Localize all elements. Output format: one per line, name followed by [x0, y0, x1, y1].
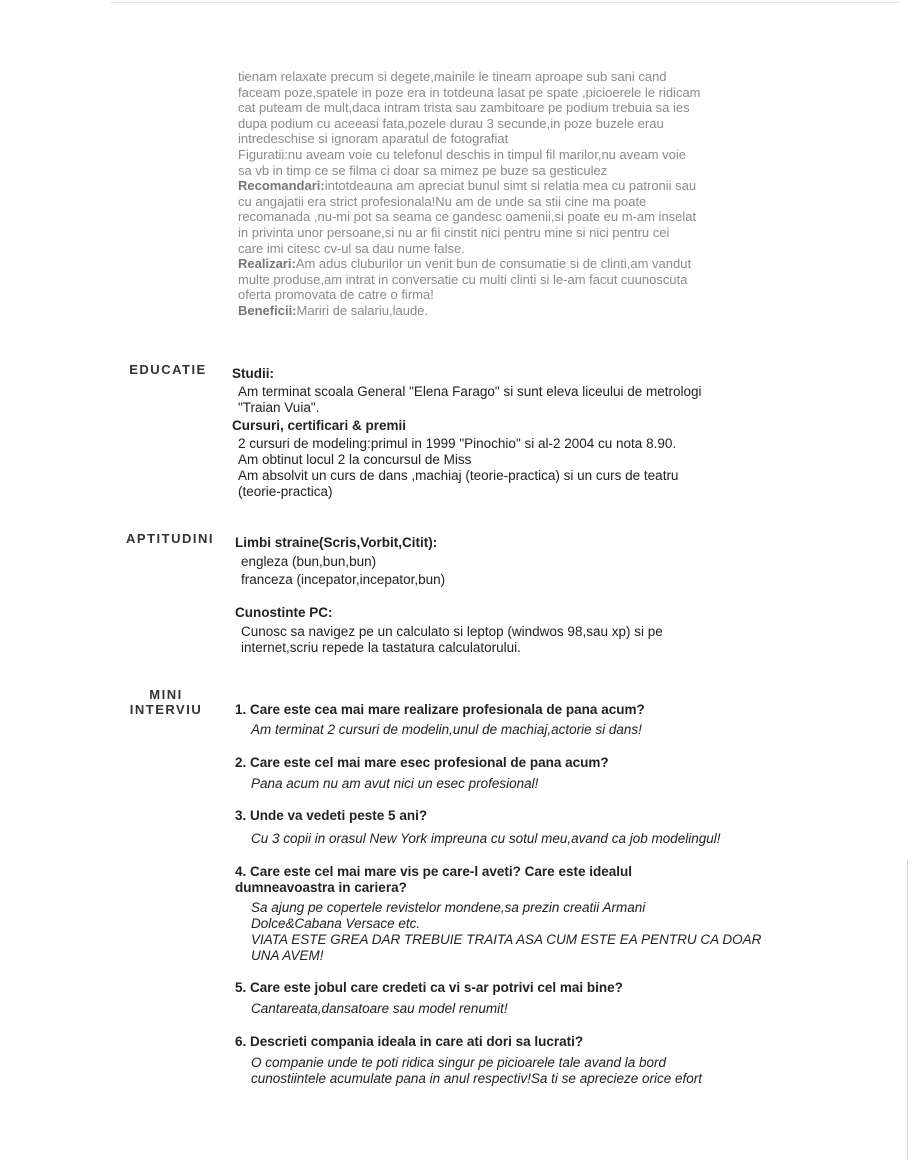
- experience-block: [238, 69, 762, 319]
- pc-line: internet,scriu repede la tastatura calculatorului.: [241, 640, 521, 655]
- cursuri-line: Am obtinut locul 2 la concursul de Miss: [238, 452, 472, 467]
- cursuri-text: [238, 436, 772, 500]
- interview-answer-6: O companie unde te poti ridica singur pe picioarele tale avand la bord cunostiintele acumulate pana in anul respectiv!Sa ti se aprecieze orice efort: [251, 1055, 703, 1086]
- pc-line: Cunosc sa navigez pe un calculato si leptop (windwos 98,sau xp) si pe: [241, 624, 663, 639]
- realizari-line: Realizari:Am adus cluburilor un venit bun de consumatie si de clinti,am vandut: [238, 256, 692, 272]
- limbi-list: [241, 553, 641, 589]
- cursuri-line: 2 cursuri de modeling:primul in 1999 "Pinochio" si al-2 2004 cu nota 8.90.: [238, 436, 677, 451]
- figuratii-line: Figuratii:nu aveam voie cu telefonul deschis in timpul fil marilor,nu aveam voie: [238, 146, 686, 162]
- section-title-interviu: MINI INTERVIU: [129, 687, 203, 717]
- interview-answer-4: Sa ajung pe copertele revistelor mondene,sa prezin creatii Armani Dolce&Cabana Versace etc. VIATA ESTE GREA DAR TREBUIE TRAITA ASA CUM ESTE EA PENTRU CA DOAR UNA AVEM!: [251, 900, 762, 963]
- studii-text: [238, 384, 772, 416]
- interview-question-2: 2. Care este cel mai mare esec profesional de pana acum?: [235, 755, 609, 770]
- pc-heading: Cunostinte PC:: [235, 605, 333, 620]
- cursuri-heading: Cursuri, certificari & premii: [232, 418, 407, 433]
- language-item: franceza (incepator,incepator,bun): [241, 572, 446, 587]
- cursuri-line: (teorie-practica): [238, 484, 333, 499]
- interview-answer-3: Cu 3 copii in orasul New York impreuna cu sotul meu,avand ca job modelingul!: [251, 831, 721, 846]
- section-title-aptitudini: APTITUDINI: [126, 531, 214, 546]
- interview-question-4: 4. Care este cel mai mare vis pe care-l aveti? Care este idealul dumneavoastra in cariera?: [235, 864, 632, 895]
- realizari-line: oferta promovata de catre o firma!: [238, 287, 434, 303]
- studii-heading: Studii:: [232, 366, 274, 381]
- studii-line: Am terminat scoala General "Elena Farago" si sunt eleva liceului de metrologi: [238, 384, 702, 399]
- experience-line: cat puteam de mult,daca intram trista sau zambitoare pe podium trebuia sa ies: [238, 100, 690, 116]
- studii-line: "Traian Vuia".: [238, 400, 320, 415]
- pc-text: [241, 624, 771, 656]
- limbi-heading: Limbi straine(Scris,Vorbit,Citit):: [235, 535, 438, 550]
- figuratii-line: sa vb in timp ce se filma ci doar sa mimez pe buze sa gesticulez: [238, 162, 608, 178]
- recomandari-line: care imi citesc cv-ul sa dau nume false.: [238, 240, 465, 256]
- experience-line: intredeschise si ignoram aparatul de fotografiat: [238, 131, 509, 147]
- recomandari-line: in privinta unor persoane,si nu ar fii cinstit nici pentru mine si nici pentru cei: [238, 224, 670, 240]
- experience-line: tienam relaxate precum si degete,mainile le tineam aproape sub sani cand: [238, 69, 667, 84]
- recomandari-line: recomanada ,nu-mi pot sa seama ce gandesc oamenii,si poate eu m-am inselat: [238, 209, 697, 225]
- scan-top-edge: [110, 2, 900, 3]
- recomandari-label: Recomandari:: [238, 178, 325, 194]
- realizari-label: Realizari:: [238, 256, 296, 272]
- beneficii-line: Beneficii:Mariri de salariu,laude.: [238, 302, 429, 318]
- interview-question-5: 5. Care este jobul care credeti ca vi s-ar potrivi cel mai bine?: [235, 980, 623, 995]
- language-item: engleza (bun,bun,bun): [241, 554, 377, 569]
- recomandari-line: cu angajatii era strict profesionala!Nu am de unde sa stii cine ma poate: [238, 193, 647, 209]
- section-title-educatie: EDUCATIE: [129, 362, 207, 377]
- cursuri-line: Am absolvit un curs de dans ,machiaj (teorie-practica) si un curs de teatru: [238, 468, 679, 483]
- interview-question-3: 3. Unde va vedeti peste 5 ani?: [235, 808, 428, 823]
- experience-line: dupa podium cu aceeasi fata,pozele durau 3 secunde,in poze buzele erau: [238, 115, 664, 131]
- interview-answer-1: Am terminat 2 cursuri de modelin,unul de machiaj,actorie si dans!: [251, 722, 642, 737]
- experience-line: faceam poze,spatele in poze era in totdeuna lasat pe spate ,picioerele le ridicam: [238, 84, 701, 100]
- beneficii-label: Beneficii:: [238, 302, 297, 318]
- realizari-line: multe produse,am intrat in conversatie cu multi clinti si le-am facut cuunoscuta: [238, 271, 688, 287]
- interview-answer-2: Pana acum nu am avut nici un esec profesional!: [251, 776, 539, 791]
- interview-question-1: 1. Care este cea mai mare realizare profesionala de pana acum?: [235, 702, 645, 717]
- interview-answer-5: Cantareata,dansatoare sau model renumit!: [251, 1001, 508, 1016]
- scan-right-edge: [907, 860, 908, 1160]
- interview-question-6: 6. Descrieti compania ideala in care ati dori sa lucrati?: [235, 1034, 584, 1049]
- recomandari-line: Recomandari:intotdeauna am apreciat bunul simt si relatia mea cu patronii sau: [238, 178, 697, 194]
